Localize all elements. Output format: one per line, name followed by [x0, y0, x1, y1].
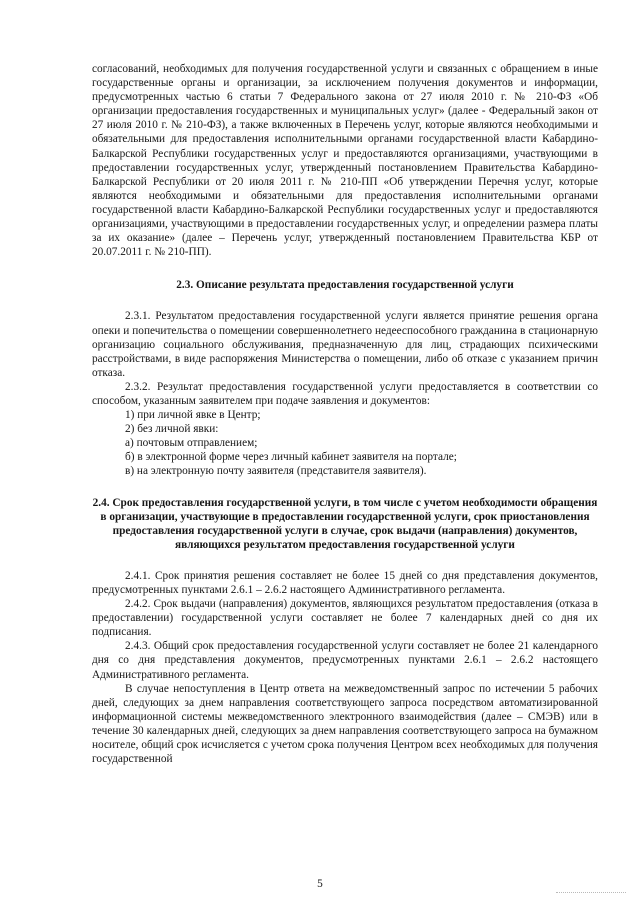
intro-paragraph: согласований, необходимых для получения государственной услуги и связанных с обращением в иные государственные органы и организации, за исключением получения документов и информации, предусмотренных частью 6 статьи 7 Федерального закона от 27 июля 2010 г. № 210-ФЗ «Об организации предоставления государственных и муниципальных услуг» (далее - Федеральный закон от 27 июля 2010 г. № 210-ФЗ), а также включенных в Перечень услуг, которые являются необходимыми и обязательными для предоставления исполнительными органами государственной власти Кабардино-Балкарской Республики государственных услуг и предоставляются организациями, участвующими в предоставлении государственных услуг, утвержденный постановлением Правительства Кабардино-Балкарской Республики от 20 июля 2011 г. № 210-ПП «Об утверждении Перечня услуг, которые являются необходимыми и обязательными для предоставления исполнительными органами государственной власти Кабардино-Балкарской Республики государственных услуг и предоставляются организациями, участвующими в предоставлении государственных услуг, и определении размера платы за их оказание» (далее – Перечень услуг, утвержденный постановлением Правительства КБР от 20.07.2011 г. № 210-ПП). — [92, 63, 598, 259]
page-number: 5 — [317, 878, 323, 890]
list-item: а) почтовым отправлением; — [125, 437, 258, 450]
paragraph-2-3-2: 2.3.2. Результат предоставления государственной услуги предоставляется в соответствии со способом, указанным заявителем при подаче заявления и документов: — [92, 380, 598, 407]
section-2-4-heading: 2.4. Срок предоставления государственной услуги, в том числе с учетом необходимости обращения в организации, участвующие в предоставлении государственной услуги, срок приостановления предоставления государственной услуги в случае, срок выдачи (направления) документов, являющихся результатом предоставления государственной услуги — [92, 496, 598, 551]
paragraph-smev: В случае непоступления в Центр ответа на межведомственный запрос по истечении 5 рабочих дней, следующих за днем направления соответствующего запроса посредством автоматизированной информационной системы межведомственного электронного взаимодействия (далее – СМЭВ) или в течение 30 календарных дней, следующих за днем направления соответствующего запроса на бумажном носителе, общий срок исчисляется с учетом срока получения Центром всех необходимых для получения государственной — [92, 682, 598, 766]
paragraph-2-4-1: 2.4.1. Срок принятия решения составляет не более 15 дней со дня представления документов, предусмотренных пунктами 2.6.1 – 2.6.2 настоящего Административного регламента. — [92, 569, 598, 596]
list-item: в) на электронную почту заявителя (представителя заявителя). — [125, 465, 427, 478]
section-2-3-heading: 2.3. Описание результата предоставления государственной услуги — [176, 279, 514, 292]
paragraph-2-4-2: 2.4.2. Срок выдачи (направления) документов, являющихся результатом предоставления (отказа в предоставлении) государственной услуги составляет не более 7 календарных дней со дня их подписания. — [92, 598, 598, 639]
list-item: б) в электронной форме через личный кабинет заявителя на портале; — [125, 451, 457, 464]
scan-artifact — [556, 892, 626, 897]
paragraph-2-4-3: 2.4.3. Общий срок предоставления государственной услуги составляет не более 21 календарного дня со дня представления документов, предусмотренных пунктами 2.6.1 – 2.6.2 настоящего Административного регламента. — [92, 640, 598, 681]
paragraph-2-3-1: 2.3.1. Результатом предоставления государственной услуги является принятие решения органа опеки и попечительства о помещении совершеннолетнего недееспособного гражданина в стационарную организацию социального обслуживания, предназначенную для лиц, страдающих психическими расстройствами, в виде распоряжения Министерства о помещении, либо об отказе с указанием причин отказа. — [92, 310, 598, 379]
document-page — [92, 62, 598, 766]
list-item: 1) при личной явке в Центр; — [125, 409, 261, 422]
list-item: 2) без личной явки: — [125, 423, 219, 436]
